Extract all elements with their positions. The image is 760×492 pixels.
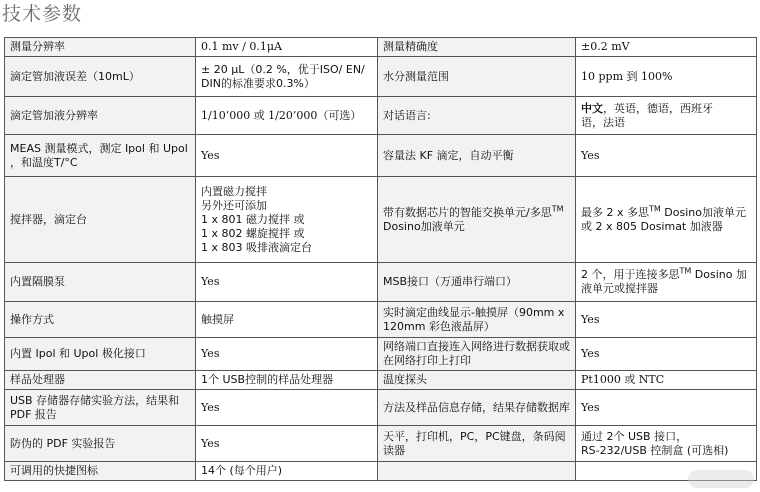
spec-value: Yes bbox=[196, 390, 378, 426]
spec-value: 0.1 mv / 0.1μA bbox=[196, 38, 378, 57]
spec-label: 测量分辨率 bbox=[5, 38, 196, 57]
spec-value: Yes bbox=[196, 338, 378, 371]
spec-label: 防伪的 PDF 实验报告 bbox=[5, 426, 196, 462]
spec-label: 方法及样品信息存储，结果存储数据库 bbox=[378, 390, 576, 426]
spec-value: 中文，英语，德语，西班牙 语，法语 bbox=[576, 97, 757, 135]
spec-value: Yes bbox=[196, 135, 378, 177]
spec-label: 水分测量范围 bbox=[378, 57, 576, 97]
bold-language: 中文 bbox=[581, 101, 603, 115]
table-row bbox=[5, 177, 757, 263]
spec-value: Yes bbox=[576, 338, 757, 371]
table-row bbox=[5, 97, 757, 135]
table-row bbox=[5, 371, 757, 390]
spec-label: 温度探头 bbox=[378, 371, 576, 390]
spec-value: 内置磁力搅拌 另外还可添加 1 x 801 磁力搅拌 或 1 x 802 螺旋搅拌 或 1 x 803 吸排液滴定台 bbox=[196, 177, 378, 263]
spec-label: 样品处理器 bbox=[5, 371, 196, 390]
spec-value: Yes bbox=[196, 426, 378, 462]
spec-value: Yes bbox=[576, 390, 757, 426]
table-row bbox=[5, 57, 757, 97]
spec-label: 网络端口直接连入网络进行数据获取或在网络打印上打印 bbox=[378, 338, 576, 371]
spec-value: 1/10’000 或 1/20’000（可选） bbox=[196, 97, 378, 135]
page-title: 技术参数 bbox=[2, 3, 83, 25]
spec-label: MEAS 测量模式，测定 Ipol 和 Upol ，和温度T/°C bbox=[5, 135, 196, 177]
table-row bbox=[5, 135, 757, 177]
spec-value: 通过 2个 USB 接口， RS-232/USB 控制盒 (可选相) bbox=[576, 426, 757, 462]
spec-label: 天平，打印机，PC，PC键盘，条码阅读器 bbox=[378, 426, 576, 462]
spec-value: 最多 2 x 多思™ Dosino加液单元 或 2 x 805 Dosimat 加液器 bbox=[576, 177, 757, 263]
table-row bbox=[5, 338, 757, 371]
spec-label: 操作方式 bbox=[5, 302, 196, 338]
table-row bbox=[5, 263, 757, 302]
spec-label: USB 存储器存储实验方法，结果和 PDF 报告 bbox=[5, 390, 196, 426]
spec-label: 滴定管加液分辨率 bbox=[5, 97, 196, 135]
spec-label: 内置隔膜泵 bbox=[5, 263, 196, 302]
table-row bbox=[5, 38, 757, 57]
spec-label: MSB接口（万通串行端口） bbox=[378, 263, 576, 302]
spec-label: 对话语言: bbox=[378, 97, 576, 135]
spec-value: Yes bbox=[576, 135, 757, 177]
table-row bbox=[5, 462, 757, 481]
spec-value: 14个 (每个用户) bbox=[196, 462, 378, 481]
table-row bbox=[5, 302, 757, 338]
spec-value: Yes bbox=[576, 302, 757, 338]
spec-label: 滴定管加液误差（10mL） bbox=[5, 57, 196, 97]
spec-label bbox=[378, 462, 576, 481]
spec-label: 带有数据芯片的智能交换单元/多思™ Dosino加液单元 bbox=[378, 177, 576, 263]
spec-label: 容量法 KF 滴定，自动平衡 bbox=[378, 135, 576, 177]
spec-label: 实时滴定曲线显示-触摸屏（90mm x 120mm 彩色液晶屏） bbox=[378, 302, 576, 338]
spec-label: 测量精确度 bbox=[378, 38, 576, 57]
spec-value: 10 ppm 到 100% bbox=[576, 57, 757, 97]
spec-label: 搅拌器，滴定台 bbox=[5, 177, 196, 263]
table-row bbox=[5, 426, 757, 462]
watermark bbox=[688, 470, 754, 488]
spec-value: Yes bbox=[196, 263, 378, 302]
spec-value: ± 20 μL（0.2 %，优于ISO/ EN/ DIN的标准要求0.3%） bbox=[196, 57, 378, 97]
spec-label: 内置 Ipol 和 Upol 极化接口 bbox=[5, 338, 196, 371]
spec-value: 1个 USB控制的样品处理器 bbox=[196, 371, 378, 390]
spec-value: ±0.2 mV bbox=[576, 38, 757, 57]
spec-label: 可调用的快捷图标 bbox=[5, 462, 196, 481]
spec-value: 2 个，用于连接多思™ Dosino 加液单元或搅拌器 bbox=[576, 263, 757, 302]
spec-table bbox=[4, 37, 757, 481]
spec-value: 触摸屏 bbox=[196, 302, 378, 338]
spec-value: Pt1000 或 NTC bbox=[576, 371, 757, 390]
table-row bbox=[5, 390, 757, 426]
